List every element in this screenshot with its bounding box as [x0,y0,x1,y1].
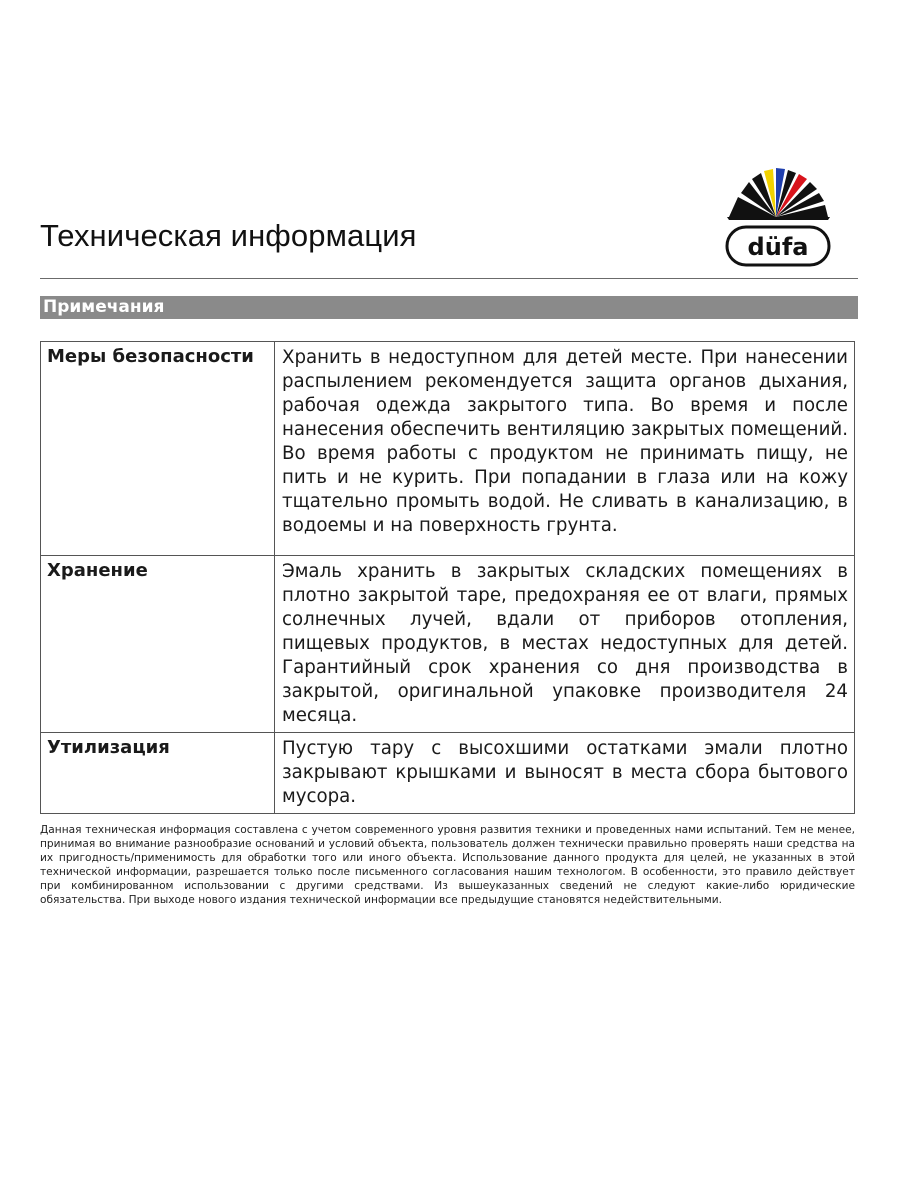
notes-table [40,341,855,814]
storage-label: Хранение [47,560,148,581]
logo-wordmark: düfa [747,233,809,261]
logo-fan-base [727,217,830,220]
safety-text: Хранить в недоступном для детей месте. При нанесении распылением рекомендуется защита органов дыхания, рабочая одежда закрытого типа. Во время и после нанесения обеспечить вентиляцию закрытых помещений. Во время работы с продуктом не принимать пищу, не пить и не курить. При попадании в глаза или на кожу тщательно промыть водой. Не сливать в канализацию, в водоемы и на поверхность грунта. [282,347,848,536]
disposal-text: Пустую тару с высохшими остатками эмали плотно закрывают крышками и выносят в места сбора бытового мусора. [282,738,848,807]
title-divider [40,278,858,279]
table-row [41,342,855,556]
page-title: Техническая информация [40,218,417,253]
safety-label: Меры безопасности [47,346,254,367]
row-text [275,342,855,556]
row-text [275,556,855,733]
storage-text: Эмаль хранить в закрытых складских помещениях в плотно закрытой таре, предохраняя ее от влаги, прямых солнечных лучей, вдали от приборов отопления, пищевых продуктов, в местах недоступных для детей. Гарантийный срок хранения со дня производства в закрытой, оригинальной упаковке производителя 24 месяца. [282,561,848,726]
row-label [41,556,275,733]
row-text [275,733,855,814]
disposal-label: Утилизация [47,737,170,758]
disclaimer-text: Данная техническая информация составлена с учетом современного уровня развития техники и проведенных нами испытаний. Тем не менее, принимая во внимание разнообразие оснований и условий объекта, пользователь должен технически правильно проверять наши средства на их пригодность/применимость для обработки того или иного объекта. Использование данного продукта для целей, не указанных в этой технической информации, разрешается только после письменного согласования нашим технологом. В особенности, это правило действует при комбинированном использовании с другими средствами. Из вышеуказанных сведений не следуют какие-либо юридические обязательства. При выходе нового издания технической информации все предыдущие становятся недействительными. [40,824,855,906]
table-row [41,556,855,733]
section-header: Примечания [40,296,858,319]
row-label [41,733,275,814]
dufa-logo [724,163,834,269]
table-row [41,733,855,814]
row-label [41,342,275,556]
